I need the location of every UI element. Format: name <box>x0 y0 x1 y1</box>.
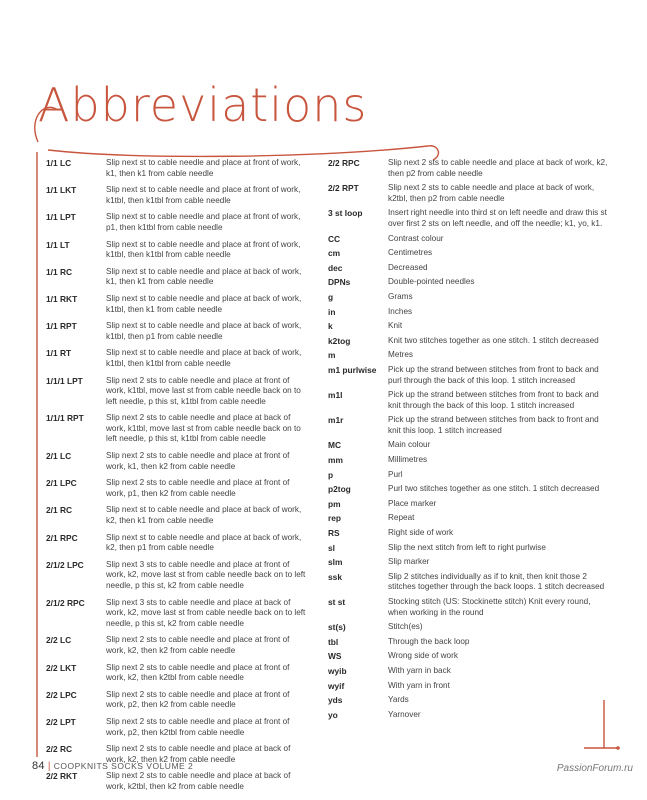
abbreviation-entry <box>328 695 608 706</box>
abbreviation-definition: Knit <box>388 321 403 331</box>
abbreviation-entry <box>328 557 608 568</box>
abbreviation-term: 1/1 LKT <box>46 185 77 196</box>
abbreviation-definition: Slip next st to cable needle and place at back of work, k2, then k1 from cable needle <box>106 505 302 526</box>
abbreviation-definition: Slip next 2 sts to cable needle and place at back of work, k2tbl, then p2 from cable needle <box>388 183 595 203</box>
abbreviation-entry <box>46 158 310 179</box>
abbreviation-entry <box>46 413 310 445</box>
abbreviation-entry <box>328 365 608 386</box>
abbreviation-entry <box>46 212 310 233</box>
abbreviation-definition: Double-pointed needles <box>388 277 475 287</box>
abbreviation-definition: Slip next st to cable needle and place at front of work, k1tbl, then k1tbl from cable needle <box>106 185 301 205</box>
abbreviation-entry <box>46 321 310 342</box>
abbreviation-definition: Slip next 2 sts to cable needle and place at back of work, k2, then k2 from cable needle <box>106 744 291 764</box>
abbreviation-term: 1/1/1 RPT <box>46 413 84 424</box>
abbreviation-term: 3 st loop <box>328 208 363 219</box>
abbreviation-entry <box>328 234 608 245</box>
abbreviation-definition: Stocking stitch (US: Stockinette stitch) Knit every round, when working in the round <box>388 597 591 617</box>
abbreviation-definition: Slip next st to cable needle and place at front of work, p1, then k1tbl from cable needle <box>106 212 301 232</box>
abbreviation-definition: Insert right needle into third st on left needle and draw this st over first 2 sts on left needle, and off the needle; k1, yo, k1. <box>388 208 607 228</box>
page-number: 84 <box>32 760 45 772</box>
abbreviation-definition: With yarn in back <box>388 665 451 675</box>
abbreviation-term: dec <box>328 262 343 273</box>
abbreviation-entry <box>328 307 608 318</box>
abbreviation-definition: Slip next 3 sts to cable needle and place at front of work, k2, move last st from cable needle back on to left needle, p this st, k2 from cable needle <box>106 559 306 590</box>
abbreviation-definition: Slip next 2 sts to cable needle and place at back of work, k2, then p2 from cable needle <box>388 158 608 178</box>
abbreviation-entry <box>328 455 608 466</box>
abbreviation-entry <box>328 528 608 539</box>
abbreviation-definition: Metres <box>388 350 414 360</box>
abbreviation-term: 2/1 RPC <box>46 532 78 543</box>
abbreviation-definition: Slip marker <box>388 557 430 567</box>
abbreviation-term: pm <box>328 498 341 509</box>
abbreviation-entry <box>46 663 310 684</box>
abbreviation-term: 2/2 LPC <box>46 689 77 700</box>
abbreviation-entry <box>328 513 608 524</box>
abbreviation-term: m1 purlwise <box>328 364 377 375</box>
abbreviation-entry <box>46 294 310 315</box>
abbreviation-term: 2/1 LPC <box>46 478 77 489</box>
abbreviation-definition: Centimetres <box>388 248 433 258</box>
abbreviation-definition: Grams <box>388 291 413 301</box>
abbreviation-definition: Pick up the strand between stitches from back to front and knit this loop. 1 stitch increased <box>388 415 599 435</box>
abbreviation-definition: Slip next st to cable needle and place at front of work, k1, then k1 from cable needle <box>106 158 301 178</box>
abbreviation-term: 1/1 RT <box>46 348 72 359</box>
abbreviation-entry <box>328 183 608 204</box>
abbreviation-definition: Knit two stitches together as one stitch. 1 stitch decreased <box>388 335 599 345</box>
abbreviation-definition: Slip next st to cable needle and place at back of work, k1tbl, then k1tbl from cable needle <box>106 348 302 368</box>
abbreviation-definition: Slip next 3 sts to cable needle and place at back of work, k2, move last st from cable needle back on to left needle, p this st, k2 from cable needle <box>106 597 306 628</box>
abbreviation-term: 2/2 RPC <box>328 158 360 168</box>
abbreviation-term: 2/1 RC <box>46 505 73 516</box>
abbreviation-definition: Stitch(es) <box>388 622 423 632</box>
abbreviation-entry <box>328 484 608 495</box>
abbreviation-definition: Slip next 2 sts to cable needle and place at front of work, k1tbl, move last st from cable needle back on to left needle, p this st, k1tbl from cable needle <box>106 375 301 406</box>
abbreviation-term: tbl <box>328 636 339 647</box>
abbreviation-definition: Slip next 2 sts to cable needle and place at front of work, p1, then k2 from cable needle <box>106 478 290 498</box>
abbreviation-term: 2/1 LC <box>46 451 72 462</box>
abbreviation-entry <box>328 470 608 481</box>
abbreviation-term: rep <box>328 513 342 524</box>
abbreviation-definition: Contrast colour <box>388 233 444 243</box>
abbreviations-right-column <box>328 158 608 724</box>
abbreviation-term: ssk <box>328 571 342 582</box>
abbreviation-entry <box>46 348 310 369</box>
abbreviation-definition: Slip next 2 sts to cable needle and place at front of work, k2, then k2tbl from cable needle <box>106 662 290 683</box>
abbreviation-term: 1/1 LC <box>46 158 72 168</box>
abbreviation-term: 1/1 LT <box>46 239 70 250</box>
abbreviation-entry <box>328 321 608 332</box>
watermark: PassionForum.ru <box>556 763 633 774</box>
abbreviation-entry <box>328 666 608 677</box>
abbreviation-entry <box>46 771 310 792</box>
abbreviations-left-column <box>46 158 310 799</box>
abbreviation-term: 2/2 LC <box>46 635 72 646</box>
abbreviation-definition: Slip next st to cable needle and place at back of work, k1tbl, then k1 from cable needle <box>106 293 302 314</box>
abbreviation-definition: Yarnover <box>388 709 421 719</box>
abbreviation-term: 2/2 LKT <box>46 662 77 673</box>
abbreviation-entry <box>328 597 608 618</box>
abbreviation-term: m <box>328 350 336 361</box>
abbreviation-definition: Slip next 2 sts to cable needle and place at back of work, k2tbl, then k2 from cable needle <box>106 771 291 791</box>
abbreviation-entry <box>46 478 310 499</box>
abbreviation-definition: Purl <box>388 469 403 479</box>
abbreviation-entry <box>46 690 310 711</box>
abbreviation-term: wyif <box>328 680 345 691</box>
abbreviation-entry <box>328 572 608 593</box>
abbreviation-entry <box>46 560 310 592</box>
abbreviation-term: yds <box>328 695 343 706</box>
abbreviation-entry <box>328 158 608 179</box>
abbreviation-term: m1l <box>328 390 343 401</box>
abbreviation-term: 1/1 RC <box>46 266 73 277</box>
abbreviation-entry <box>328 350 608 361</box>
abbreviation-definition: Decreased <box>388 262 428 272</box>
abbreviation-definition: Repeat <box>388 513 415 523</box>
abbreviation-entry <box>46 598 310 630</box>
abbreviation-term: CC <box>328 233 341 244</box>
abbreviation-term: sl <box>328 542 335 553</box>
abbreviation-term: 2/2 RKT <box>46 771 78 782</box>
abbreviation-entry <box>328 208 608 229</box>
abbreviation-term: k2tog <box>328 335 351 346</box>
abbreviation-entry <box>328 651 608 662</box>
abbreviation-definition: Slip next st to cable needle and place at back of work, k1, then k1 from cable needle <box>106 266 302 287</box>
abbreviation-entry <box>328 263 608 274</box>
abbreviation-term: 1/1/1 LPT <box>46 375 83 386</box>
abbreviation-entry <box>328 499 608 510</box>
footer-publication: COOPKNITS SOCKS VOLUME 2 <box>53 761 194 771</box>
abbreviation-entry <box>328 390 608 411</box>
abbreviation-term: mm <box>328 455 343 466</box>
abbreviation-definition: Slip 2 stitches individually as if to knit, then knit those 2 stitches together through the back loops. 1 stitch decreased <box>388 571 605 592</box>
abbreviation-entry <box>46 505 310 526</box>
abbreviation-entry <box>328 710 608 721</box>
abbreviation-term: wyib <box>328 665 347 676</box>
abbreviation-entry <box>328 543 608 554</box>
abbreviation-term: MC <box>328 440 342 451</box>
abbreviation-term: g <box>328 291 334 302</box>
abbreviation-definition: Slip next 2 sts to cable needle and place at front of work, p2, then k2 from cable needle <box>106 689 290 710</box>
abbreviation-term: st(s) <box>328 622 346 633</box>
abbreviation-definition: Through the back loop <box>388 636 470 646</box>
abbreviation-term: DPNs <box>328 277 351 288</box>
abbreviation-definition: Millimetres <box>388 455 428 465</box>
abbreviation-term: cm <box>328 248 341 259</box>
abbreviation-term: p2tog <box>328 484 351 495</box>
abbreviation-term: in <box>328 306 336 317</box>
abbreviation-term: yo <box>328 709 338 720</box>
abbreviation-term: 2/1/2 LPC <box>46 559 84 570</box>
abbreviation-term: k <box>328 321 333 332</box>
abbreviation-entry <box>46 240 310 261</box>
abbreviation-term: m1r <box>328 415 344 426</box>
abbreviation-term: p <box>328 469 334 480</box>
abbreviation-entry <box>328 637 608 648</box>
abbreviation-term: slm <box>328 557 343 568</box>
abbreviation-term: RS <box>328 528 340 539</box>
abbreviation-definition: Slip next 2 sts to cable needle and place at front of work, k1, then k2 from cable needle <box>106 451 290 471</box>
abbreviation-entry <box>328 292 608 303</box>
abbreviation-definition: Slip next st to cable needle and place at back of work, k1tbl, then p1 from cable needle <box>106 321 302 341</box>
abbreviation-definition: Purl two stitches together as one stitch. 1 stitch decreased <box>388 484 600 494</box>
abbreviation-definition: Wrong side of work <box>388 651 458 661</box>
abbreviation-term: 2/1/2 RPC <box>46 597 85 608</box>
abbreviation-definition: Pick up the strand between stitches from front to back and knit through the back of this loop. 1 stitch increased <box>388 390 599 410</box>
abbreviation-definition: Slip next 2 sts to cable needle and place at front of work, k2, then k2 from cable needle <box>106 635 290 655</box>
abbreviation-definition: Slip next st to cable needle and place at front of work, k1tbl, then k1tbl from cable needle <box>106 239 301 260</box>
abbreviation-term: st st <box>328 597 346 607</box>
abbreviation-entry <box>46 717 310 738</box>
abbreviation-definition: Slip next 2 sts to cable needle and place at back of work, k1tbl, move last st from cable needle back on to left needle, p this st, k1tbl from cable needle <box>106 413 301 444</box>
abbreviation-definition: Slip the next stitch from left to right purlwise <box>388 542 546 552</box>
footer-divider: | <box>47 761 51 772</box>
abbreviation-entry <box>328 681 608 692</box>
abbreviation-entry <box>328 336 608 347</box>
abbreviation-entry <box>328 440 608 451</box>
abbreviation-definition: Inches <box>388 306 413 316</box>
abbreviation-term: 2/2 RPT <box>328 183 359 194</box>
abbreviation-entry <box>46 635 310 656</box>
abbreviation-term: 1/1 LPT <box>46 212 76 223</box>
abbreviation-entry <box>328 622 608 633</box>
left-vertical-rule <box>36 152 38 757</box>
abbreviation-definition: Place marker <box>388 498 437 508</box>
abbreviation-entry <box>46 267 310 288</box>
abbreviation-definition: Slip next 2 sts to cable needle and place at front of work, p2, then k2tbl from cable needle <box>106 716 290 737</box>
abbreviation-definition: Pick up the strand between stitches from front to back and purl through the back of this loop. 1 stitch increased <box>388 364 599 385</box>
abbreviation-definition: With yarn in front <box>388 680 450 690</box>
abbreviation-entry <box>46 376 310 408</box>
abbreviation-definition: Main colour <box>388 440 431 450</box>
abbreviation-term: 2/2 RC <box>46 744 73 755</box>
abbreviation-entry <box>328 415 608 436</box>
page-title: Abbreviations <box>38 78 368 132</box>
page-footer <box>32 760 193 772</box>
abbreviation-entry <box>46 533 310 554</box>
abbreviation-entry <box>46 185 310 206</box>
abbreviation-definition: Yards <box>388 695 409 705</box>
abbreviation-term: WS <box>328 651 342 662</box>
abbreviation-entry <box>328 248 608 259</box>
abbreviation-term: 1/1 RPT <box>46 321 77 332</box>
abbreviation-entry <box>46 451 310 472</box>
abbreviation-term: 1/1 RKT <box>46 293 78 304</box>
abbreviation-definition: Right side of work <box>388 528 454 538</box>
abbreviation-definition: Slip next st to cable needle and place at back of work, k2, then p1 from cable needle <box>106 532 302 553</box>
abbreviation-term: 2/2 LPT <box>46 716 76 727</box>
abbreviation-entry <box>328 277 608 288</box>
